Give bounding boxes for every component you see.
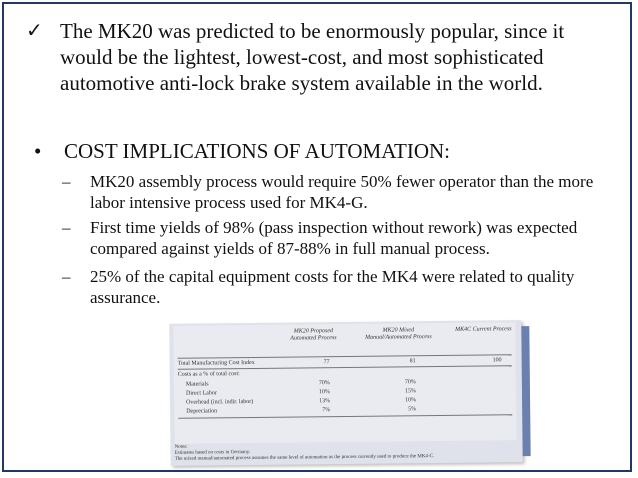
sub-bullet — [62, 217, 622, 259]
cost-table — [173, 322, 516, 444]
table-row-label: Materials — [185, 381, 209, 388]
sub-bullet-text: MK20 assembly process would require 50% fewer operator than the more labor intensive process used for MK4-G. — [90, 172, 594, 212]
table-cell: 100 — [492, 357, 502, 364]
sub-bullet — [62, 266, 622, 308]
column-header: MK20 Mixed Manual/Automated Process — [365, 327, 432, 341]
column-header: MK20 Proposed Automated Process — [290, 328, 337, 342]
bullet-dot-icon: • — [34, 139, 42, 163]
table-cell: 7% — [322, 407, 331, 414]
table-cell: 70% — [318, 380, 330, 387]
table-cell: 10% — [405, 397, 417, 404]
top-bullet-text: The MK20 was predicted to be enormously popular, since it would be the lightest, lowest-cost, and most sophisticated automotive anti-lock brake system available in the world. — [60, 19, 565, 95]
dash-icon: – — [62, 172, 71, 191]
table-row-label: Direct Labor — [185, 390, 217, 397]
table-note: Estimates based on costs in Germany. — [174, 450, 251, 456]
table-row-label: Costs as a % of total cost: — [177, 371, 240, 378]
column-header: MK4C Current Process — [455, 326, 512, 333]
table-cell: 15% — [404, 388, 417, 395]
sub-bullet-text: 25% of the capital equipment costs for the MK4 were related to quality assurance. — [90, 267, 575, 307]
table-cell: 70% — [404, 379, 416, 386]
table-cell: 13% — [319, 398, 331, 405]
dash-icon: – — [62, 267, 71, 286]
dash-icon: – — [62, 218, 71, 237]
top-bullet — [26, 18, 606, 96]
table-rule — [178, 354, 512, 358]
sub-bullet — [62, 171, 622, 213]
table-note: Notes: — [174, 444, 188, 450]
table-note: The mixed manual/automated process assumes the same level of automation as the process currently used to produce the MK4-C. — [174, 454, 435, 462]
table-photo — [169, 320, 522, 466]
table-cell: 5% — [408, 406, 417, 413]
table-row-label: Overhead (incl. indir. labor) — [186, 398, 254, 406]
sub-bullet-text: First time yields of 98% (pass inspection without rework) was expected compared against yields of 87-88% in full manual process. — [90, 218, 578, 258]
checkmark-icon: ✓ — [26, 20, 43, 42]
main-bullet-text: COST IMPLICATIONS OF AUTOMATION: — [64, 139, 451, 163]
table-row-label: Depreciation — [186, 408, 218, 415]
main-bullet — [34, 138, 614, 164]
table-row-label: Total Manufacturing Cost Index — [177, 359, 255, 367]
table-rule — [178, 414, 512, 418]
table-cell: 10% — [318, 389, 331, 396]
table-cell: 77 — [323, 359, 330, 366]
table-cell: 81 — [409, 358, 416, 365]
photo-shadow-edge — [521, 326, 530, 456]
